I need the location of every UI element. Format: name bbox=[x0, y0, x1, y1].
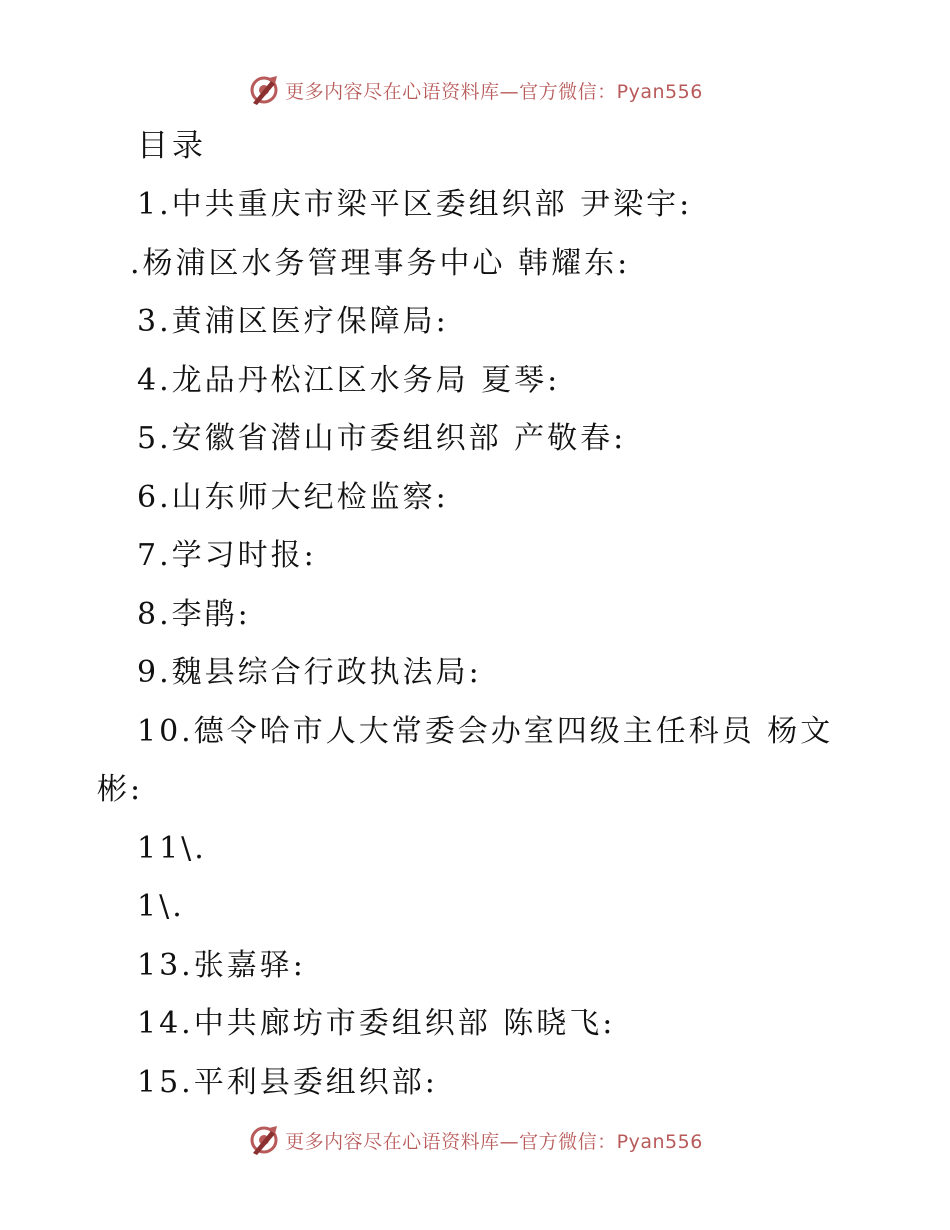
toc-item bbox=[0, 1002, 950, 1061]
toc-item-text: 4.龙品丹松江区水务局 夏琴: bbox=[137, 362, 561, 398]
toc-item-text: 1.中共重庆市梁平区委组织部 尹梁宇: bbox=[137, 187, 693, 222]
toc-item bbox=[0, 593, 950, 652]
toc-item bbox=[0, 710, 950, 827]
toc-item bbox=[0, 417, 950, 476]
toc-item bbox=[0, 476, 950, 535]
toc-item-text: 6.山东师大纪检监察: bbox=[137, 479, 449, 515]
toc-item bbox=[0, 242, 950, 301]
toc-item bbox=[0, 183, 950, 242]
toc-item-text: 8.李鹃: bbox=[137, 596, 251, 632]
toc-item-text: 11\. bbox=[137, 830, 207, 866]
toc-item bbox=[0, 944, 950, 1003]
toc-item-text: 3.黄浦区医疗保障局: bbox=[137, 304, 449, 339]
watermark-text: 更多内容尽在心语资料库—官方微信：Pyan556 bbox=[285, 1130, 703, 1153]
toc-item-text: 14.中共廊坊市委组织部 陈晓飞: bbox=[137, 1006, 616, 1041]
toc-item bbox=[0, 885, 950, 944]
toc-item-text: 13.张嘉驿: bbox=[137, 947, 306, 983]
header-watermark-banner bbox=[0, 70, 950, 110]
toc-item-text: .杨浦区水务管理事务中心 韩耀东: bbox=[130, 245, 631, 281]
pen-circle-logo-icon bbox=[247, 73, 281, 107]
toc-item bbox=[0, 1061, 950, 1120]
toc-item-text: 5.安徽省潜山市委组织部 产敬春: bbox=[137, 421, 627, 456]
toc-list bbox=[0, 183, 950, 1119]
toc-item-continuation: 彬: bbox=[97, 772, 144, 807]
toc-item-text: 15.平利县委组织部: bbox=[137, 1064, 438, 1100]
toc-item-text: 1\. bbox=[137, 889, 185, 924]
toc-item-text: 7.学习时报: bbox=[137, 538, 317, 573]
toc-item-text: 10.德令哈市人大常委会办室四级主任科员 杨文 bbox=[137, 713, 834, 749]
watermark-text: 更多内容尽在心语资料库—官方微信：Pyan556 bbox=[285, 80, 703, 103]
footer-watermark-banner bbox=[0, 1120, 950, 1160]
toc-item-text: 9.魏县综合行政执法局: bbox=[137, 655, 482, 690]
toc-item bbox=[0, 359, 950, 418]
toc-item bbox=[0, 651, 950, 710]
toc-item bbox=[0, 827, 950, 886]
pen-circle-logo-icon bbox=[247, 1123, 281, 1157]
toc-item bbox=[0, 534, 950, 593]
toc-item bbox=[0, 300, 950, 359]
toc-title: 目录 bbox=[137, 128, 207, 164]
